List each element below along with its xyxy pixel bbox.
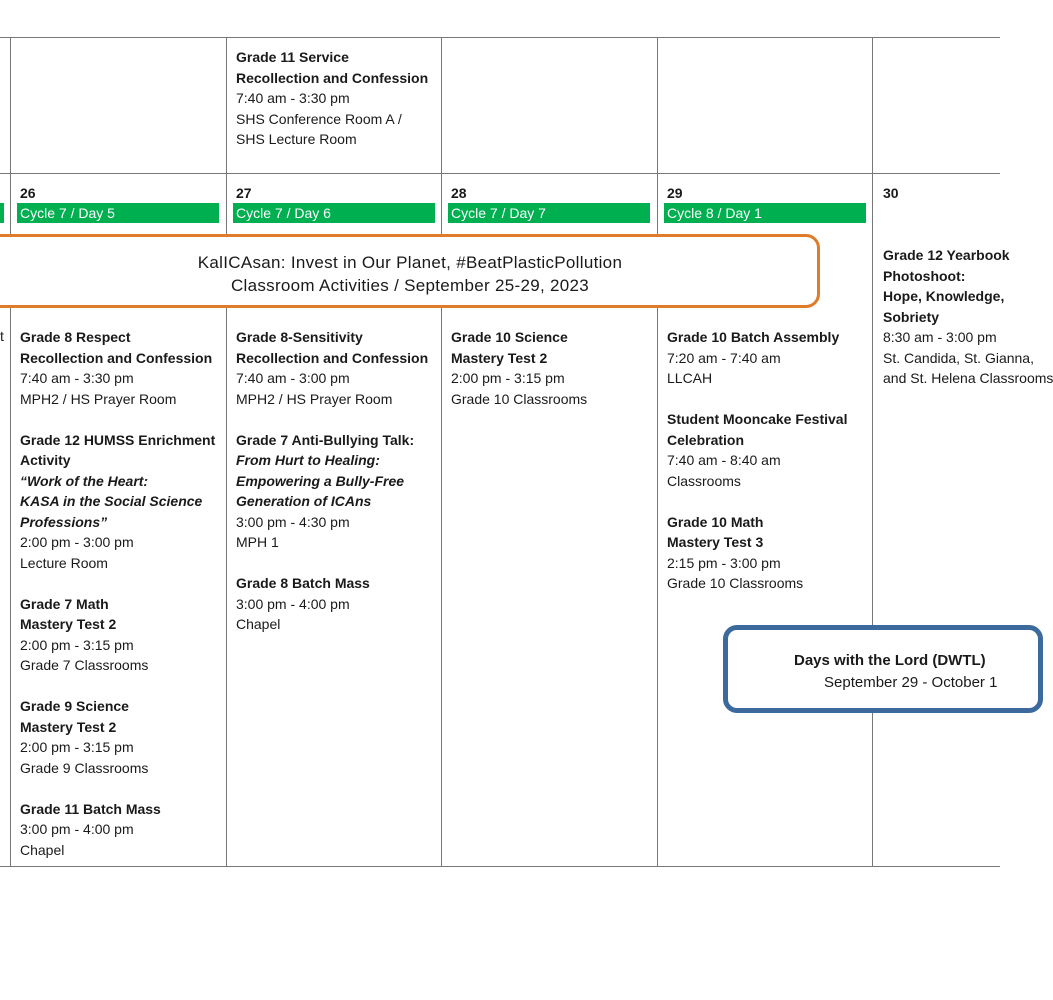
grid-line-col-3 — [441, 37, 442, 867]
grid-line-week-divider — [0, 173, 1000, 174]
event-place: Grade 9 Classrooms — [20, 759, 149, 776]
event-title: Grade 11 Batch Mass — [20, 800, 161, 817]
day-29-events — [667, 327, 871, 614]
event-place: MPH2 / HS Prayer Room — [20, 390, 177, 407]
event-place: Grade 10 Classrooms — [451, 390, 588, 407]
event-place: Grade 10 Classrooms — [667, 575, 804, 591]
event-place: Lecture Room — [20, 554, 108, 571]
event-place: LLCAH — [667, 370, 713, 386]
cycle-bar-28: Cycle 7 / Day 7 — [448, 203, 650, 223]
event-title: Grade 11 Service Recollection and Confession — [236, 49, 429, 86]
top-row-event — [236, 47, 436, 150]
event-time: 2:00 pm - 3:15 pm — [20, 636, 134, 653]
day-number-27: 27 — [236, 185, 252, 201]
event-place: Chapel — [20, 841, 65, 858]
day-number-30: 30 — [883, 185, 899, 201]
event-time: 7:20 am - 7:40 am — [667, 349, 781, 366]
grid-line-top — [0, 37, 1000, 38]
event-title: Grade 8 Respect Recollection and Confession — [20, 329, 213, 366]
event-time: 3:00 pm - 4:00 pm — [236, 595, 350, 612]
grid-line-col-2 — [226, 37, 227, 867]
event — [236, 327, 440, 409]
event — [20, 430, 224, 574]
event-time: 3:00 pm - 4:30 pm — [236, 513, 350, 530]
cycle-bar-partial — [0, 203, 4, 223]
event-title: Grade 12 Yearbook Photoshoot: Hope, Knowledge, Sobriety — [883, 247, 1010, 325]
event-title: Grade 10 Science Mastery Test 2 — [451, 329, 568, 366]
event-place: MPH2 / HS Prayer Room — [236, 390, 393, 407]
day-number-28: 28 — [451, 185, 467, 201]
event-place: Classrooms — [667, 472, 741, 489]
event-place: MPH 1 — [236, 534, 279, 550]
event-title: Grade 7 Math Mastery Test 2 — [20, 595, 117, 632]
event-time: 2:00 pm - 3:15 pm — [451, 370, 565, 386]
dwtl-banner — [723, 625, 1043, 713]
event-title: Grade 7 Anti-Bullying Talk: — [236, 431, 415, 448]
grid-line-col-4 — [657, 37, 658, 867]
banner-line-2: September 29 - October 1 — [824, 674, 998, 691]
day-28-events — [451, 327, 655, 430]
cycle-bar-26: Cycle 7 / Day 5 — [17, 203, 219, 223]
cycle-bar-29: Cycle 8 / Day 1 — [664, 203, 866, 223]
event — [451, 327, 655, 409]
banner-line-1: Days with the Lord (DWTL) — [794, 652, 986, 669]
event-time: 7:40 am - 8:40 am — [667, 452, 781, 468]
event-place: SHS Conference Room A / SHS Lecture Room — [236, 110, 402, 147]
event-place: Grade 7 Classrooms — [20, 657, 149, 673]
day-number-29: 29 — [667, 185, 683, 201]
event-title: Grade 10 Math Mastery Test 3 — [667, 513, 764, 550]
event — [236, 573, 440, 635]
classroom-activities-banner — [0, 234, 820, 308]
event-title: Grade 8-Sensitivity Recollection and Confession — [236, 329, 429, 366]
event-time: 7:40 am - 3:00 pm — [236, 370, 350, 386]
event-title: Grade 12 HUMSS Enrichment Activity — [20, 431, 216, 468]
event-title: Grade 10 Batch Assembly — [667, 329, 840, 345]
event-time: 8:30 am - 3:00 pm — [883, 329, 997, 345]
event — [667, 327, 871, 389]
banner-line-1: KalICAsan: Invest in Our Planet, #BeatPlasticPollution — [197, 253, 623, 272]
event-time: 7:40 am - 3:30 pm — [20, 370, 134, 386]
grid-line-col-5 — [872, 37, 873, 867]
day-26-events — [20, 327, 224, 881]
event — [667, 512, 871, 594]
event-title: Student Mooncake Festival Celebration — [667, 411, 848, 448]
day-30-events — [883, 245, 1053, 409]
grid-line-col-1 — [10, 37, 11, 867]
event — [883, 245, 1053, 389]
event — [20, 327, 224, 409]
event-title: Grade 8 Batch Mass — [236, 575, 370, 591]
event-subtitle: “Work of the Heart: KASA in the Social Science Professions” — [20, 472, 203, 530]
event-time: 3:00 pm - 4:00 pm — [20, 821, 134, 837]
event-time: 2:15 pm - 3:00 pm — [667, 554, 781, 571]
event-place: St. Candida, St. Gianna, and St. Helena Classrooms — [883, 349, 1053, 386]
cut-off-text: t — [0, 328, 4, 344]
event — [20, 594, 224, 676]
event-place: Chapel — [236, 616, 281, 632]
day-number-26: 26 — [20, 185, 36, 201]
event-title: Grade 9 Science Mastery Test 2 — [20, 698, 129, 735]
event — [236, 430, 440, 553]
cycle-bar-27: Cycle 7 / Day 6 — [233, 203, 435, 223]
event — [20, 799, 224, 861]
event — [667, 409, 871, 491]
event-subtitle: From Hurt to Healing: Empowering a Bully-Free Generation of ICAns — [236, 452, 405, 509]
event — [20, 696, 224, 778]
event-time: 7:40 am - 3:30 pm — [236, 90, 350, 106]
event-time: 2:00 pm - 3:00 pm — [20, 534, 134, 550]
day-27-events — [236, 327, 440, 655]
event-time: 2:00 pm - 3:15 pm — [20, 739, 134, 755]
banner-line-2: Classroom Activities / September 25-29, 2023 — [230, 276, 590, 295]
